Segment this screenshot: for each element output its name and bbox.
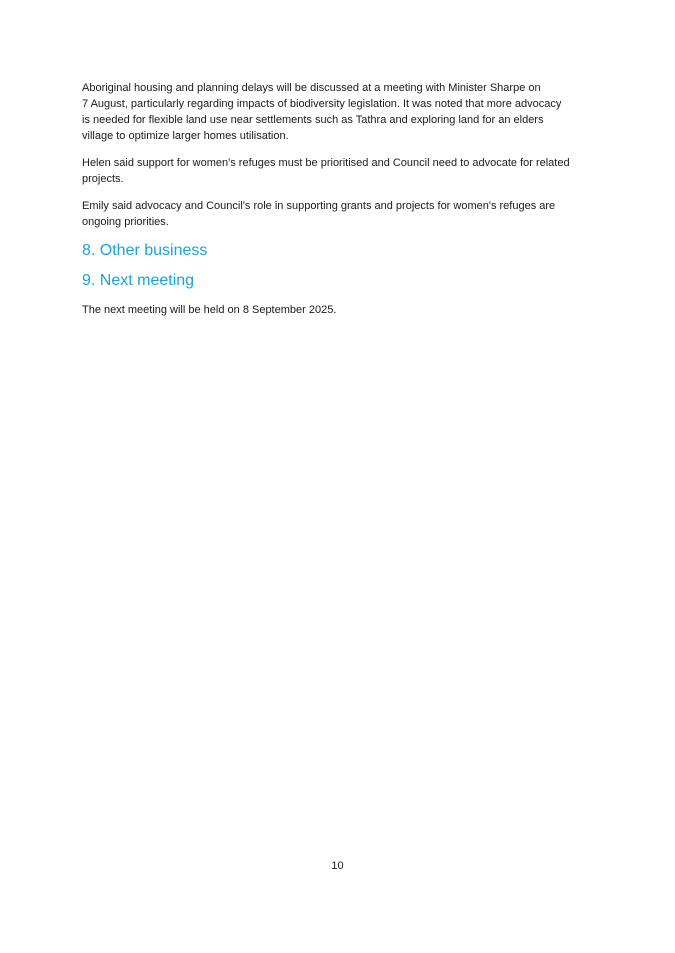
page-content xyxy=(82,80,602,329)
paragraph-line: 7 August, particularly regarding impacts of biodiversity legislation. It was noted that more advocacy xyxy=(82,98,562,110)
paragraph-helen-refuges xyxy=(82,155,602,187)
paragraph-line: Aboriginal housing and planning delays will be discussed at a meeting with Minister Sharpe on xyxy=(82,82,541,94)
paragraph-line: ongoing priorities. xyxy=(82,216,169,228)
paragraph-line: Emily said advocacy and Council's role in supporting grants and projects for women's refuges are xyxy=(82,200,556,212)
paragraph-emily-advocacy xyxy=(82,198,602,230)
paragraph-line: The next meeting will be held on 8 September 2025. xyxy=(82,304,337,316)
paragraph-line: Helen said support for women's refuges must be prioritised and Council need to advocate for related xyxy=(82,157,570,169)
paragraph-next-meeting-date xyxy=(82,302,602,318)
paragraph-line: projects. xyxy=(82,173,124,185)
heading-other-business: 8. Other business xyxy=(82,242,208,259)
page-number: 10 xyxy=(331,860,344,872)
paragraph-line: is needed for flexible land use near settlements such as Tathra and exploring land for an elders xyxy=(82,114,544,126)
paragraph-line: village to optimize larger homes utilisation. xyxy=(82,130,289,142)
heading-next-meeting: 9. Next meeting xyxy=(82,272,195,289)
paragraph-aboriginal-housing xyxy=(82,80,602,144)
